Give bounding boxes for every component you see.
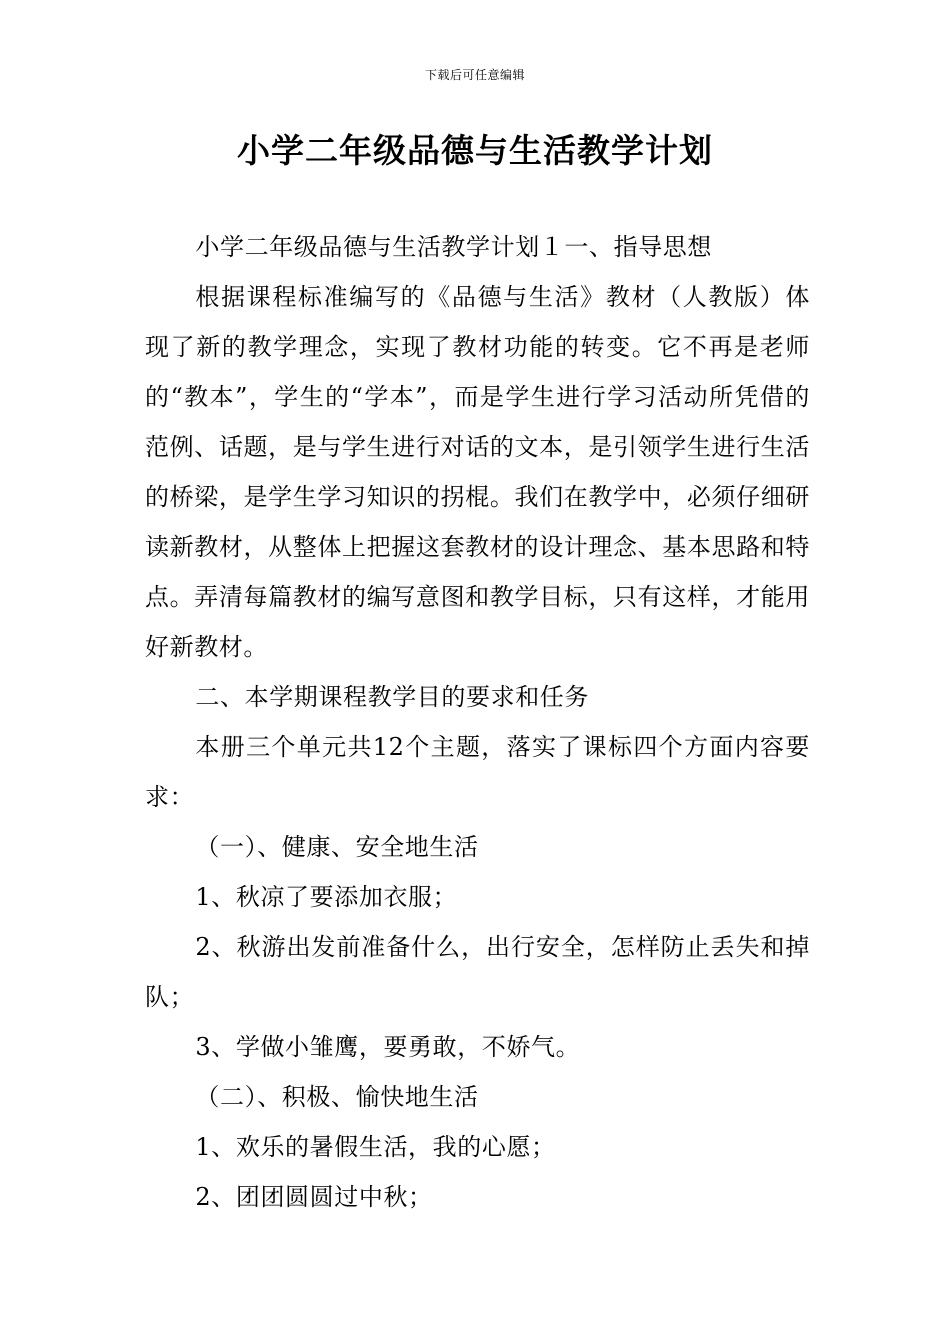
list-item: 1、秋凉了要添加衣服；	[195, 883, 458, 911]
list-item: 3、学做小雏鹰，要勇敢，不娇气。	[195, 1033, 581, 1061]
document-body	[145, 222, 810, 1222]
paragraph-intro: 小学二年级品德与生活教学计划１一、指导思想	[195, 233, 712, 261]
paragraph-guiding-thought: 根据课程标准编写的《品德与生活》教材（人教版）体现了新的教学理念，实现了教材功能的转变。它不再是老师的“教本”，学生的“学本”，而是学生进行学习活动所凭借的范例、话题，是与学生进行对话的文本，是引领学生进行生活的桥梁，是学生学习知识的拐棍。我们在教学中，必须仔细研读新教材，从整体上把握这套教材的设计理念、基本思路和特点。弄清每篇教材的编写意图和教学目标，只有这样，才能用好新教材。	[145, 283, 810, 661]
list-item: 1、欢乐的暑假生活，我的心愿；	[195, 1133, 556, 1161]
list-item: 2、团团圆圆过中秋；	[195, 1183, 433, 1211]
paragraph-units: 本册三个单元共12个主题，落实了课标四个方面内容要求：	[145, 733, 810, 811]
subheading-healthy-safe: （一）、健康、安全地生活	[195, 833, 479, 861]
section-heading-goals: 二、本学期课程教学目的要求和任务	[195, 683, 589, 711]
header-note: 下载后可任意编辑	[424, 68, 525, 82]
document-title: 小学二年级品德与生活教学计划	[237, 131, 713, 170]
subheading-positive-happy: （二）、积极、愉快地生活	[195, 1083, 479, 1111]
list-item: 2、秋游出发前准备什么，出行安全，怎样防止丢失和掉队；	[145, 933, 810, 1011]
